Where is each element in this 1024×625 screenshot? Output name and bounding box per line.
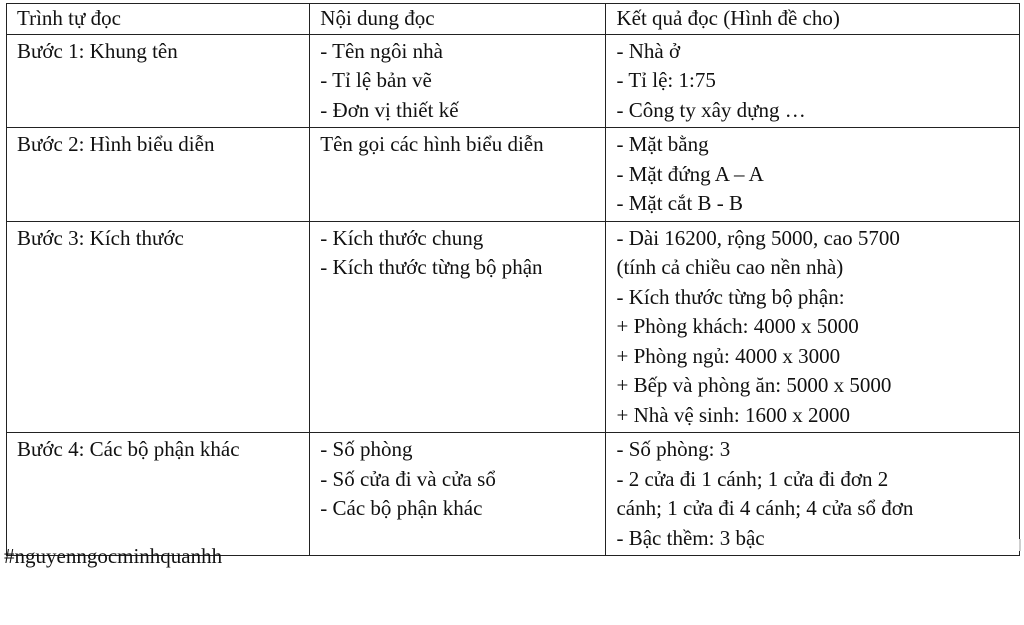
content-line: Tên gọi các hình biểu diễn <box>320 132 544 156</box>
result-cell <box>606 221 1020 433</box>
header-step-label: Trình tự đọc <box>17 6 121 30</box>
result-cell <box>606 34 1020 128</box>
content-cell <box>310 433 606 556</box>
result-line: - Mặt bằng <box>616 132 709 156</box>
content-cell <box>310 221 606 433</box>
result-cell <box>606 128 1020 222</box>
content-line: - Kích thước từng bộ phận <box>320 255 543 279</box>
content-line: - Kích thước chung <box>320 225 484 250</box>
result-line: + Phòng khách: 4000 x 5000 <box>616 314 859 338</box>
result-line: + Phòng ngủ: 4000 x 3000 <box>616 343 841 368</box>
result-line: - 2 cửa đi 1 cánh; 1 cửa đi đơn 2 <box>616 466 889 491</box>
result-line: - Mặt đứng A – A <box>616 161 764 186</box>
table-row <box>7 433 1020 556</box>
content-cell <box>310 128 606 222</box>
result-line: + Nhà vệ sinh: 1600 x 2000 <box>616 402 850 427</box>
step-cell <box>7 128 310 222</box>
edge-mark <box>1019 539 1021 551</box>
header-result-label: Kết quả đọc (Hình đề cho) <box>616 6 840 30</box>
result-line: - Số phòng: 3 <box>616 437 731 461</box>
content-line: - Đơn vị thiết kế <box>320 97 459 122</box>
content-line: - Tỉ lệ bản vẽ <box>320 68 432 92</box>
table-row <box>7 128 1020 222</box>
header-content-label: Nội dung đọc <box>320 6 435 30</box>
result-line: cánh; 1 cửa đi 4 cánh; 4 cửa sổ đơn <box>616 496 914 520</box>
header-cell-step <box>7 4 310 35</box>
content-line: - Số phòng <box>320 437 413 461</box>
header-cell-result <box>606 4 1020 35</box>
result-line: - Kích thước từng bộ phận: <box>616 284 845 309</box>
table-header-row <box>7 4 1020 35</box>
table-row <box>7 221 1020 433</box>
result-line: - Bậc thềm: 3 bậc <box>616 525 765 550</box>
step-cell <box>7 433 310 556</box>
result-line: - Nhà ở <box>616 38 681 63</box>
author-hashtag: #nguyenngocminhquanhh <box>4 544 223 568</box>
content-line: - Tên ngôi nhà <box>320 38 443 63</box>
result-line: (tính cả chiều cao nền nhà) <box>616 255 844 279</box>
step-label: Bước 1: Khung tên <box>17 38 178 63</box>
result-line: - Dài 16200, rộng 5000, cao 5700 <box>616 225 900 250</box>
reading-steps-table <box>6 3 1020 556</box>
result-line: - Công ty xây dựng … <box>616 97 806 122</box>
result-line: - Mặt cắt B - B <box>616 191 744 215</box>
table-row <box>7 34 1020 128</box>
step-cell <box>7 221 310 433</box>
step-label: Bước 3: Kích thước <box>17 225 184 250</box>
content-cell <box>310 34 606 128</box>
step-label: Bước 4: Các bộ phận khác <box>17 437 240 461</box>
result-line: - Tỉ lệ: 1:75 <box>616 68 716 92</box>
content-line: - Các bộ phận khác <box>320 496 483 520</box>
header-cell-content <box>310 4 606 35</box>
result-cell <box>606 433 1020 556</box>
step-label: Bước 2: Hình biểu diễn <box>17 132 215 156</box>
content-line: - Số cửa đi và cửa sổ <box>320 466 496 491</box>
result-line: + Bếp và phòng ăn: 5000 x 5000 <box>616 373 892 397</box>
step-cell <box>7 34 310 128</box>
